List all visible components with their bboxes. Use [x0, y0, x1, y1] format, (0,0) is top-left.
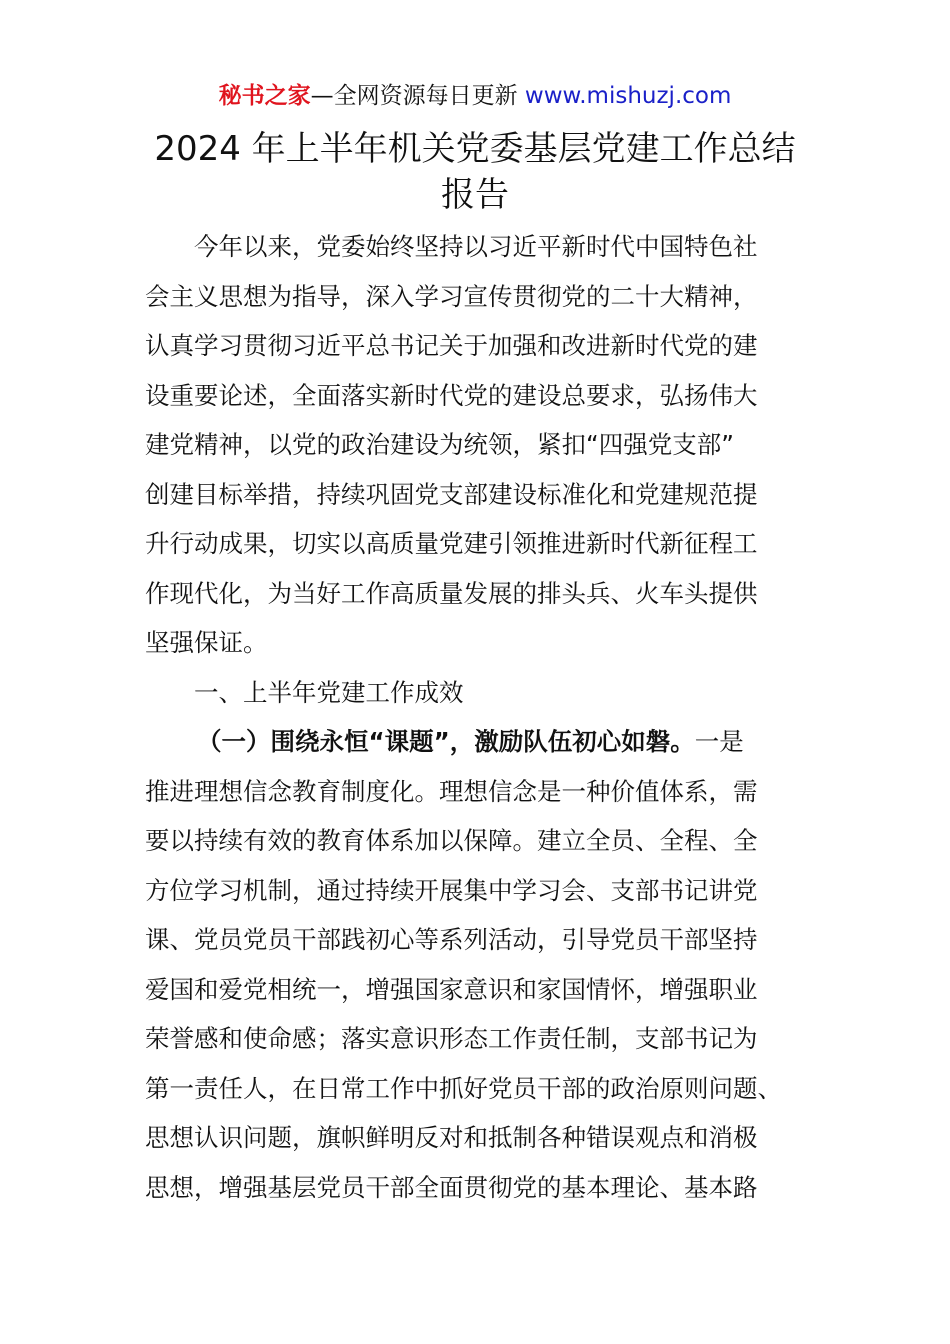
- title-line-1: 2024 年上半年机关党委基层党建工作总结: [154, 129, 796, 169]
- paragraph-line: 荣誉感和使命感；落实意识形态工作责任制，支部书记为: [145, 1024, 758, 1053]
- paragraph-line: 要以持续有效的教育体系加以保障。建立全员、全程、全: [145, 826, 758, 855]
- subsection-first-line: [145, 717, 805, 767]
- paragraph-line: 方位学习机制，通过持续开展集中学习会、支部书记讲党: [145, 875, 758, 905]
- paragraph-line: 今年以来，党委始终坚持以习近平新时代中国特色社: [194, 232, 758, 261]
- paragraph-line: 升行动成果，切实以高质量党建引领推进新时代新征程工: [145, 529, 758, 558]
- paragraph-line: 第一责任人，在日常工作中抓好党员干部的政治原则问题、: [145, 1073, 782, 1103]
- subsection-lead: 一是: [694, 727, 744, 756]
- site-header: [0, 80, 950, 112]
- paragraph-line: 创建目标举措，持续巩固党支部建设标准化和党建规范提: [145, 479, 758, 509]
- paragraph-line: 思想认识问题，旗帜鲜明反对和抵制各种错误观点和消极: [145, 1123, 758, 1152]
- header-tagline: —全网资源每日更新: [310, 83, 518, 109]
- paragraph-line: 坚强保证。: [145, 628, 268, 657]
- document-body: [145, 222, 805, 1212]
- subsection-heading: （一）围绕永恒“课题”，激励队伍初心如磐。: [197, 727, 695, 756]
- title-line-2: 报告: [441, 175, 509, 215]
- section-heading: 一、上半年党建工作成效: [194, 677, 464, 707]
- paragraph-line: 建党精神，以党的政治建设为统领，紧扣“四强党支部”: [145, 430, 734, 459]
- subsection-paragraph: [145, 717, 805, 1212]
- paragraph-line: 思想，增强基层党员干部全面贯彻党的基本理论、基本路: [145, 1172, 758, 1202]
- document-title: [0, 126, 950, 218]
- paragraph-line: 作现代化，为当好工作高质量发展的排头兵、火车头提供: [145, 578, 758, 608]
- paragraph-line: 会主义思想为指导，深入学习宣传贯彻党的二十大精神，: [145, 281, 758, 311]
- site-url-link[interactable]: www.mishuzj.com: [524, 83, 732, 109]
- paragraph-line: 课、党员党员干部践初心等系列活动，引导党员干部坚持: [145, 925, 758, 954]
- paragraph-line: 设重要论述，全面落实新时代党的建设总要求，弘扬伟大: [145, 380, 758, 410]
- paragraph-line: 推进理想信念教育制度化。理想信念是一种价值体系，需: [145, 776, 758, 806]
- brand-name: 秘书之家: [218, 83, 311, 109]
- paragraph-line: 爱国和爱党相统一，增强国家意识和家国情怀，增强职业: [145, 974, 758, 1004]
- paragraph-line: 认真学习贯彻习近平总书记关于加强和改进新时代党的建: [145, 331, 758, 360]
- intro-paragraph: [145, 222, 805, 668]
